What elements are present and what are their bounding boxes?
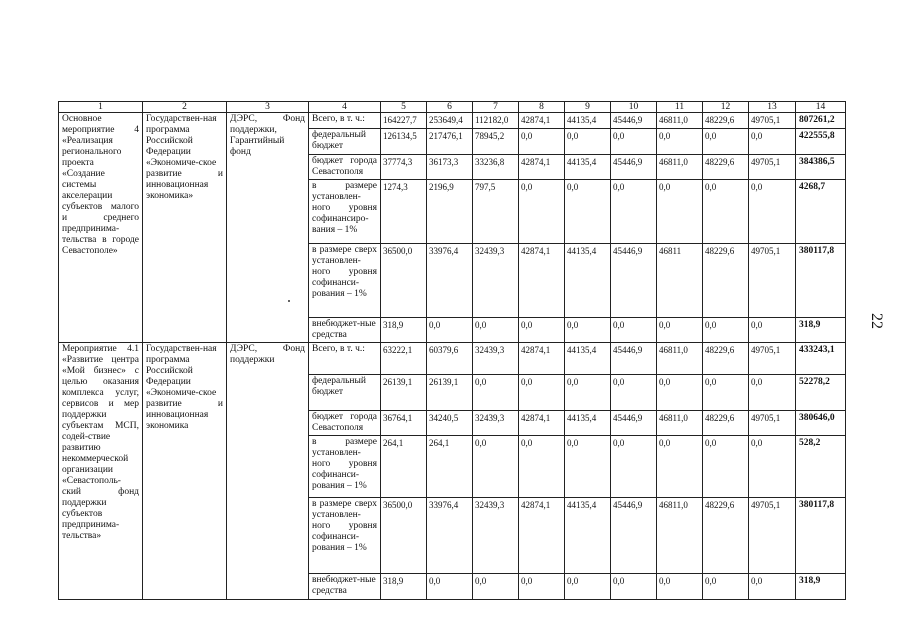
year-amount-cell: 0,0 [657, 375, 703, 411]
year-amount-cell: 0,0 [519, 375, 565, 411]
year-amount-cell: 0,0 [657, 318, 703, 343]
funding-source-label: Всего, в т. ч.: [309, 113, 381, 129]
year-amount-cell: 48229,6 [703, 343, 749, 375]
funding-source-label: в размере установлен-ного уровня софинансиро-вания – 1% [309, 180, 381, 244]
year-amount-cell: 45446,9 [611, 411, 657, 436]
column-number: 10 [611, 102, 657, 113]
year-amount-cell: 0,0 [611, 375, 657, 411]
year-amount-cell: 0,0 [703, 375, 749, 411]
total-amount-cell: 52278,2 [796, 375, 846, 411]
year-amount-cell: 0,0 [565, 180, 611, 244]
year-amount-cell: 49705,1 [749, 411, 796, 436]
year-amount-cell: 42874,1 [519, 411, 565, 436]
year-amount-cell: 49705,1 [749, 498, 796, 574]
year-amount-cell: 42874,1 [519, 113, 565, 129]
funding-source-label: федеральный бюджет [309, 375, 381, 411]
total-amount-cell: 318,9 [796, 318, 846, 343]
year-amount-cell: 33236,8 [473, 155, 519, 180]
year-amount-cell: 48229,6 [703, 411, 749, 436]
year-amount-cell: 42874,1 [519, 343, 565, 375]
total-amount-cell: 384386,5 [796, 155, 846, 180]
program-name: Государствен-ная программа Российской Федерации «Экономиче-ское развитие и инновационная экономика [143, 343, 227, 600]
year-amount-cell: 36500,0 [381, 498, 427, 574]
year-amount-cell: 33976,4 [427, 244, 473, 318]
year-amount-cell: 46811,0 [657, 411, 703, 436]
year-amount-cell: 0,0 [565, 436, 611, 498]
year-amount-cell: 318,9 [381, 318, 427, 343]
header-row [59, 102, 846, 113]
year-amount-cell: 44135,4 [565, 498, 611, 574]
year-amount-cell: 0,0 [519, 129, 565, 155]
year-amount-cell: 0,0 [519, 180, 565, 244]
year-amount-cell: 44135,4 [565, 343, 611, 375]
year-amount-cell: 0,0 [749, 129, 796, 155]
year-amount-cell: 49705,1 [749, 343, 796, 375]
year-amount-cell: 26139,1 [381, 375, 427, 411]
year-amount-cell: 44135,4 [565, 244, 611, 318]
year-amount-cell: 48229,6 [703, 244, 749, 318]
year-amount-cell: 34240,5 [427, 411, 473, 436]
year-amount-cell: 0,0 [473, 574, 519, 600]
total-amount-cell: 422555,8 [796, 129, 846, 155]
year-amount-cell: 318,9 [381, 574, 427, 600]
year-amount-cell: 264,1 [427, 436, 473, 498]
year-amount-cell: 0,0 [749, 375, 796, 411]
total-amount-cell: 4268,7 [796, 180, 846, 244]
funding-source-label: бюджет города Севастополя [309, 155, 381, 180]
year-amount-cell: 44135,4 [565, 155, 611, 180]
year-amount-cell: 45446,9 [611, 343, 657, 375]
year-amount-cell: 46811,0 [657, 155, 703, 180]
year-amount-cell: 36173,3 [427, 155, 473, 180]
year-amount-cell: 0,0 [749, 180, 796, 244]
total-amount-cell: 380117,8 [796, 244, 846, 318]
year-amount-cell: 33976,4 [427, 498, 473, 574]
column-number: 13 [749, 102, 796, 113]
year-amount-cell: 49705,1 [749, 155, 796, 180]
column-number: 8 [519, 102, 565, 113]
year-amount-cell: 253649,4 [427, 113, 473, 129]
year-amount-cell: 0,0 [473, 375, 519, 411]
column-number: 6 [427, 102, 473, 113]
funding-source-label: Всего, в т. ч.: [309, 343, 381, 375]
year-amount-cell: 37774,3 [381, 155, 427, 180]
column-number: 14 [796, 102, 846, 113]
column-number: 1 [59, 102, 143, 113]
activity-name: Основное мероприятие 4 «Реализация регионального проекта «Создание системы акселерации субъектов малого и среднего предпринима-тельства в городе Севастополе» [59, 113, 143, 343]
year-amount-cell: 0,0 [703, 129, 749, 155]
year-amount-cell: 0,0 [611, 436, 657, 498]
funding-source-label: бюджет города Севастополя [309, 411, 381, 436]
column-number: 11 [657, 102, 703, 113]
year-amount-cell: 0,0 [473, 318, 519, 343]
year-amount-cell: 0,0 [611, 129, 657, 155]
year-amount-cell: 46811,0 [657, 343, 703, 375]
year-amount-cell: 46811,0 [657, 498, 703, 574]
year-amount-cell: 0,0 [703, 318, 749, 343]
executor-name: ДЭРС, Фонд поддержки, Гарантийный фонд [227, 113, 309, 343]
year-amount-cell: 26139,1 [427, 375, 473, 411]
year-amount-cell: 126134,5 [381, 129, 427, 155]
year-amount-cell: 264,1 [381, 436, 427, 498]
year-amount-cell: 32439,3 [473, 244, 519, 318]
budget-table [58, 101, 846, 600]
activity-name: Мероприятие 4.1 «Развитие центра «Мой бизнес» с целью оказания комплекса услуг, сервисов и мер поддержки субъектам МСП, содей-ствие развитию некоммерческой организации «Севастополь-ский фонд поддержки субъектов предпринима-тельства» [59, 343, 143, 600]
year-amount-cell: 0,0 [611, 318, 657, 343]
year-amount-cell: 78945,2 [473, 129, 519, 155]
funding-source-label: федеральный бюджет [309, 129, 381, 155]
year-amount-cell: 44135,4 [565, 411, 611, 436]
year-amount-cell: 49705,1 [749, 113, 796, 129]
column-number: 7 [473, 102, 519, 113]
funding-source-label: внебюджет-ные средства [309, 574, 381, 600]
year-amount-cell: 42874,1 [519, 498, 565, 574]
year-amount-cell: 46811 [657, 244, 703, 318]
year-amount-cell: 797,5 [473, 180, 519, 244]
year-amount-cell: 42874,1 [519, 244, 565, 318]
year-amount-cell: 0,0 [749, 318, 796, 343]
total-amount-cell: 318,9 [796, 574, 846, 600]
year-amount-cell: 0,0 [565, 129, 611, 155]
column-number: 4 [309, 102, 381, 113]
year-amount-cell: 0,0 [519, 436, 565, 498]
year-amount-cell: 45446,9 [611, 244, 657, 318]
page-number: 22 [868, 313, 885, 329]
total-amount-cell: 807261,2 [796, 113, 846, 129]
year-amount-cell: 32439,3 [473, 343, 519, 375]
year-amount-cell: 0,0 [473, 436, 519, 498]
year-amount-cell: 112182,0 [473, 113, 519, 129]
column-number: 12 [703, 102, 749, 113]
year-amount-cell: 48229,6 [703, 498, 749, 574]
year-amount-cell: 0,0 [657, 574, 703, 600]
total-amount-cell: 433243,1 [796, 343, 846, 375]
total-amount-cell: 380646,0 [796, 411, 846, 436]
year-amount-cell: 42874,1 [519, 155, 565, 180]
year-amount-cell: 32439,3 [473, 498, 519, 574]
year-amount-cell: 0,0 [519, 574, 565, 600]
year-amount-cell: 0,0 [565, 574, 611, 600]
column-number: 2 [143, 102, 227, 113]
column-number: 9 [565, 102, 611, 113]
year-amount-cell: 45446,9 [611, 155, 657, 180]
program-name: Государствен-ная программа Российской Федерации «Экономиче-ское развитие и инновационная экономика» [143, 113, 227, 343]
year-amount-cell: 0,0 [657, 129, 703, 155]
year-amount-cell: 0,0 [427, 318, 473, 343]
year-amount-cell: 63222,1 [381, 343, 427, 375]
total-amount-cell: 528,2 [796, 436, 846, 498]
year-amount-cell: 2196,9 [427, 180, 473, 244]
year-amount-cell: 0,0 [749, 436, 796, 498]
year-amount-cell: 0,0 [703, 180, 749, 244]
year-amount-cell: 32439,3 [473, 411, 519, 436]
funding-source-label: в размере сверх установлен-ного уровня софинанси-рования – 1% [309, 498, 381, 574]
executor-name: ДЭРС, Фонд поддержки [227, 343, 309, 600]
year-amount-cell: 217476,1 [427, 129, 473, 155]
speck-mark [288, 300, 290, 302]
year-amount-cell: 36764,1 [381, 411, 427, 436]
total-amount-cell: 380117,8 [796, 498, 846, 574]
year-amount-cell: 0,0 [611, 180, 657, 244]
year-amount-cell: 49705,1 [749, 244, 796, 318]
year-amount-cell: 0,0 [703, 436, 749, 498]
year-amount-cell: 36500,0 [381, 244, 427, 318]
funding-source-label: внебюджет-ные средства [309, 318, 381, 343]
year-amount-cell: 0,0 [565, 318, 611, 343]
year-amount-cell: 0,0 [749, 574, 796, 600]
funding-source-label: в размере установлен-ного уровня софинанси-рования – 1% [309, 436, 381, 498]
column-number: 5 [381, 102, 427, 113]
year-amount-cell: 0,0 [519, 318, 565, 343]
year-amount-cell: 0,0 [703, 574, 749, 600]
column-number: 3 [227, 102, 309, 113]
year-amount-cell: 48229,6 [703, 113, 749, 129]
year-amount-cell: 48229,6 [703, 155, 749, 180]
year-amount-cell: 44135,4 [565, 113, 611, 129]
year-amount-cell: 164227,7 [381, 113, 427, 129]
year-amount-cell: 45446,9 [611, 113, 657, 129]
year-amount-cell: 0,0 [427, 574, 473, 600]
year-amount-cell: 45446,9 [611, 498, 657, 574]
year-amount-cell: 0,0 [611, 574, 657, 600]
year-amount-cell: 1274,3 [381, 180, 427, 244]
funding-source-label: в размере сверх установлен-ного уровня софинанси-рования – 1% [309, 244, 381, 318]
year-amount-cell: 46811,0 [657, 113, 703, 129]
year-amount-cell: 60379,6 [427, 343, 473, 375]
table-row [59, 343, 846, 375]
table-row [59, 113, 846, 129]
year-amount-cell: 0,0 [657, 180, 703, 244]
year-amount-cell: 0,0 [565, 375, 611, 411]
year-amount-cell: 0,0 [657, 436, 703, 498]
